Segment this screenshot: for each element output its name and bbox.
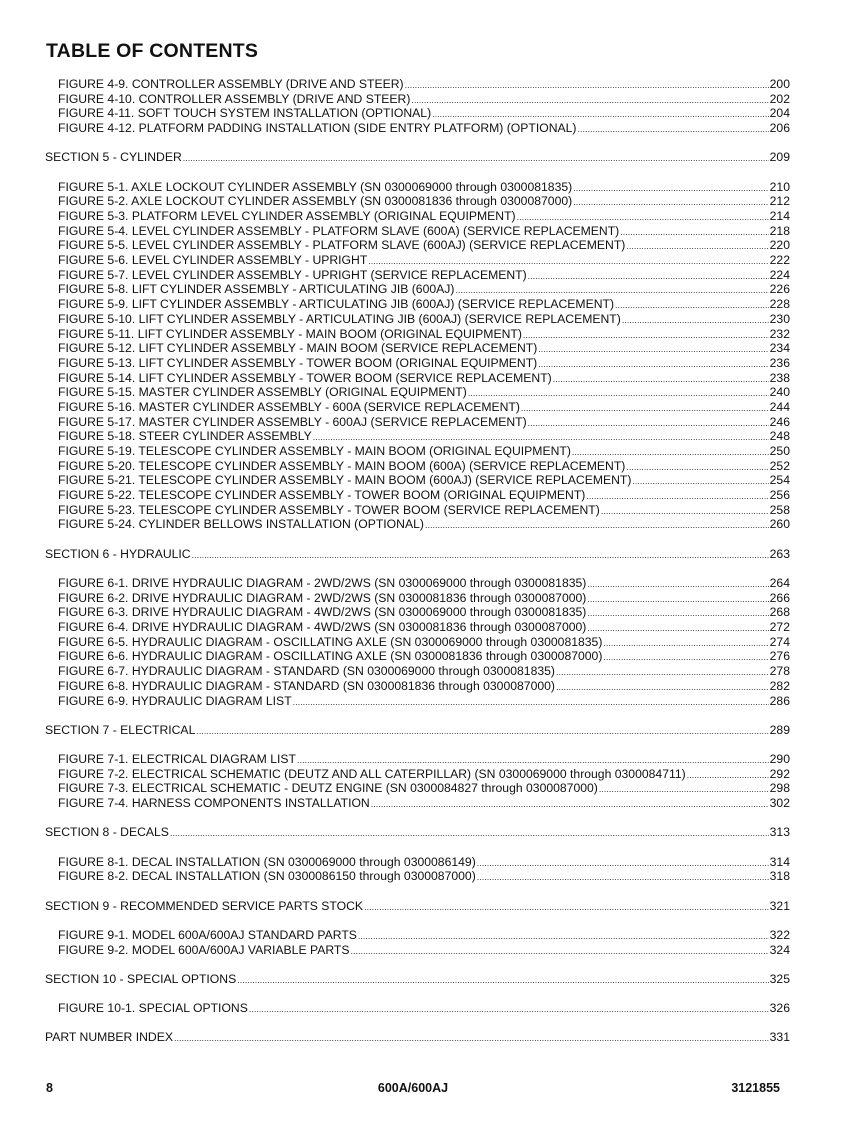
toc-spacer (45, 987, 790, 1002)
toc-figure-entry[interactable] (45, 106, 790, 121)
toc-spacer (45, 913, 790, 928)
toc-entry-page: 256 (769, 488, 790, 503)
toc-figure-entry[interactable] (45, 752, 790, 767)
toc-figure-entry[interactable] (45, 297, 790, 312)
toc-entry-page: 254 (769, 473, 790, 488)
toc-figure-entry[interactable] (45, 121, 790, 136)
toc-spacer (45, 957, 790, 972)
toc-entry-label: FIGURE 6-3. DRIVE HYDRAULIC DIAGRAM - 4WD/2WS (SN 0300069000 through 0300081835) (58, 605, 587, 620)
toc-entry-label: SECTION 7 - ELECTRICAL (45, 722, 196, 737)
toc-spacer (45, 1016, 790, 1031)
toc-entry-page: 289 (769, 722, 790, 737)
toc-entry-label: FIGURE 5-18. STEER CYLINDER ASSEMBLY (58, 429, 312, 444)
toc-spacer (45, 708, 790, 723)
toc-figure-entry[interactable] (45, 767, 790, 782)
toc-figure-entry[interactable] (45, 488, 790, 503)
toc-entry-label: FIGURE 5-21. TELESCOPE CYLINDER ASSEMBLY - MAIN BOOM (600AJ) (SERVICE REPLACEMENT) (58, 473, 632, 488)
toc-figure-entry[interactable] (45, 605, 790, 620)
toc-figure-entry[interactable] (45, 400, 790, 415)
toc-entry-label: FIGURE 6-7. HYDRAULIC DIAGRAM - STANDARD (SN 0300069000 through 0300081835) (58, 664, 555, 679)
toc-entry-page: 204 (769, 106, 790, 121)
toc-entry-label: FIGURE 5-2. AXLE LOCKOUT CYLINDER ASSEMBLY (SN 0300081836 through 0300087000) (58, 194, 573, 209)
toc-entry-label: FIGURE 10-1. SPECIAL OPTIONS (58, 1001, 248, 1016)
toc-entry-label: FIGURE 5-5. LEVEL CYLINDER ASSEMBLY - PLATFORM SLAVE (600AJ) (SERVICE REPLACEMENT) (58, 238, 626, 253)
toc-figure-entry[interactable] (45, 238, 790, 253)
toc-entry-label: FIGURE 7-4. HARNESS COMPONENTS INSTALLATION (58, 796, 370, 811)
toc-dot-leader (556, 679, 769, 695)
toc-section-entry[interactable] (45, 723, 790, 738)
toc-dot-leader (192, 547, 769, 563)
toc-entry-page: 212 (769, 194, 790, 209)
toc-entry-label: FIGURE 5-16. MASTER CYLINDER ASSEMBLY - 600A (SERVICE REPLACEMENT) (58, 399, 520, 414)
toc-entry-label: FIGURE 5-24. CYLINDER BELLOWS INSTALLATION (OPTIONAL) (58, 517, 424, 532)
toc-dot-leader (573, 180, 768, 196)
toc-entry-label: FIGURE 5-12. LIFT CYLINDER ASSEMBLY - MAIN BOOM (SERVICE REPLACEMENT) (58, 341, 538, 356)
toc-figure-entry[interactable] (45, 591, 790, 606)
toc-figure-entry[interactable] (45, 356, 790, 371)
toc-figure-entry[interactable] (45, 781, 790, 796)
toc-entry-page: 202 (769, 91, 790, 106)
toc-entry-page: 321 (769, 898, 790, 913)
toc-figure-entry[interactable] (45, 415, 790, 430)
toc-figure-entry[interactable] (45, 869, 790, 884)
toc-entry-label: FIGURE 6-9. HYDRAULIC DIAGRAM LIST (58, 693, 292, 708)
toc-entry-label: FIGURE 5-9. LIFT CYLINDER ASSEMBLY - ARTICULATING JIB (600AJ) (SERVICE REPLACEMENT) (58, 297, 615, 312)
toc-entry-label: FIGURE 7-2. ELECTRICAL SCHEMATIC (DEUTZ AND ALL CATERPILLAR) (SN 0300069000 through 0300084711) (58, 766, 686, 781)
toc-entry-label: FIGURE 5-13. LIFT CYLINDER ASSEMBLY - TOWER BOOM (ORIGINAL EQUIPMENT) (58, 355, 538, 370)
toc-entry-label: FIGURE 8-2. DECAL INSTALLATION (SN 0300086150 through 0300087000) (58, 869, 476, 884)
toc-entry-page: 286 (769, 693, 790, 708)
toc-entry-page: 318 (769, 869, 790, 884)
page-title: TABLE OF CONTENTS (46, 40, 259, 62)
toc-entry-label: FIGURE 5-19. TELESCOPE CYLINDER ASSEMBLY - MAIN BOOM (ORIGINAL EQUIPMENT) (58, 444, 571, 458)
toc-entry-label: FIGURE 5-7. LEVEL CYLINDER ASSEMBLY - UPRIGHT (SERVICE REPLACEMENT) (58, 267, 527, 282)
toc-figure-entry[interactable] (45, 209, 790, 224)
toc-dot-leader (603, 649, 768, 665)
toc-entry-page: 313 (769, 825, 790, 840)
toc-dot-leader (358, 928, 769, 944)
toc-entry-page: 326 (769, 1001, 790, 1016)
toc-entry-page: 298 (769, 781, 790, 796)
toc-entry-page: 222 (769, 253, 790, 268)
toc-dot-leader (364, 899, 769, 915)
toc-entry-page: 260 (769, 517, 790, 532)
toc-entry-page: 200 (769, 77, 790, 91)
footer-model: 600A/600AJ (377, 1081, 449, 1095)
toc-entry-page: 210 (769, 179, 790, 194)
toc-entry-label: PART NUMBER INDEX (45, 1030, 173, 1045)
toc-entry-page: 266 (769, 590, 790, 605)
toc-dot-leader (687, 767, 769, 783)
page-footer (46, 1081, 780, 1097)
toc-entry-label: FIGURE 6-8. HYDRAULIC DIAGRAM - STANDARD (SN 0300081836 through 0300087000) (58, 678, 555, 693)
toc-section-entry[interactable] (45, 547, 790, 562)
toc-section-entry[interactable] (45, 1030, 790, 1045)
toc-entry-label: FIGURE 6-1. DRIVE HYDRAULIC DIAGRAM - 2WD/2WS (SN 0300069000 through 0300081835) (58, 576, 587, 590)
toc-entry-label: FIGURE 5-22. TELESCOPE CYLINDER ASSEMBLY - TOWER BOOM (ORIGINAL EQUIPMENT) (58, 488, 586, 503)
toc-entry-label: FIGURE 4-12. PLATFORM PADDING INSTALLATION (SIDE ENTRY PLATFORM) (OPTIONAL) (58, 121, 577, 136)
toc-section-entry[interactable] (45, 150, 790, 165)
toc-entry-page: 234 (769, 341, 790, 356)
toc-dot-leader (477, 855, 769, 871)
toc-dot-leader (425, 517, 769, 533)
toc-dot-leader (620, 224, 768, 240)
toc-entry-label: SECTION 5 - CYLINDER (45, 150, 182, 165)
toc-spacer (45, 737, 790, 752)
toc-entry-label: FIGURE 5-23. TELESCOPE CYLINDER ASSEMBLY - TOWER BOOM (SERVICE REPLACEMENT) (58, 502, 600, 517)
toc-entry-page: 314 (769, 854, 790, 869)
toc-dot-leader (528, 268, 769, 284)
toc-entry-label: FIGURE 5-6. LEVEL CYLINDER ASSEMBLY - UPRIGHT (58, 253, 368, 268)
toc-dot-leader (170, 825, 769, 841)
toc-entry-page: 230 (769, 311, 790, 326)
toc-spacer (45, 811, 790, 826)
toc-entry-label: FIGURE 5-3. PLATFORM LEVEL CYLINDER ASSEMBLY (ORIGINAL EQUIPMENT) (58, 209, 516, 223)
toc-entry-page: 214 (769, 209, 790, 223)
toc-section-entry[interactable] (45, 899, 790, 914)
toc-entry-label: FIGURE 4-11. SOFT TOUCH SYSTEM INSTALLATION (OPTIONAL) (58, 106, 432, 121)
toc-dot-leader (538, 356, 768, 372)
toc-entry-page: 228 (769, 297, 790, 312)
toc-dot-leader (587, 605, 768, 621)
toc-figure-entry[interactable] (45, 679, 790, 694)
toc-entry-label: SECTION 6 - HYDRAULIC (45, 546, 191, 561)
toc-entry-label: FIGURE 5-20. TELESCOPE CYLINDER ASSEMBLY - MAIN BOOM (600A) (SERVICE REPLACEMENT) (58, 458, 626, 473)
toc-spacer (45, 532, 790, 547)
toc-figure-entry[interactable] (45, 649, 790, 664)
toc-figure-entry[interactable] (45, 620, 790, 635)
toc-spacer (45, 884, 790, 899)
toc-figure-entry[interactable] (45, 341, 790, 356)
toc-dot-leader (573, 194, 768, 210)
toc-entry-page: 263 (769, 546, 790, 561)
toc-figure-entry[interactable] (45, 503, 790, 518)
toc-dot-leader (477, 869, 769, 885)
toc-dot-leader (249, 1001, 769, 1017)
toc-dot-leader (632, 473, 768, 489)
toc-figure-entry[interactable] (45, 268, 790, 283)
toc-entry-page: 331 (769, 1030, 790, 1045)
toc-figure-entry[interactable] (45, 371, 790, 386)
toc-dot-leader (523, 327, 769, 343)
toc-dot-leader (174, 1030, 769, 1046)
toc-entry-label: SECTION 8 - DECALS (45, 825, 169, 840)
toc-spacer (45, 165, 790, 180)
toc-dot-leader (626, 459, 768, 475)
toc-figure-entry[interactable] (45, 224, 790, 239)
toc-entry-label: FIGURE 4-9. CONTROLLER ASSEMBLY (DRIVE AND STEER) (58, 77, 404, 91)
toc-spacer (45, 561, 790, 576)
toc-entry-page: 276 (769, 649, 790, 664)
table-of-contents (45, 77, 790, 1045)
toc-dot-leader (587, 576, 768, 592)
toc-dot-leader (587, 591, 768, 607)
toc-entry-label: FIGURE 5-15. MASTER CYLINDER ASSEMBLY (ORIGINAL EQUIPMENT) (58, 385, 467, 400)
toc-entry-label: FIGURE 5-4. LEVEL CYLINDER ASSEMBLY - PLATFORM SLAVE (600A) (SERVICE REPLACEMENT) (58, 223, 620, 238)
toc-figure-entry[interactable] (45, 796, 790, 811)
toc-entry-page: 264 (769, 576, 790, 590)
toc-dot-leader (622, 312, 769, 328)
toc-dot-leader (538, 341, 768, 357)
toc-entry-label: FIGURE 6-2. DRIVE HYDRAULIC DIAGRAM - 2WD/2WS (SN 0300081836 through 0300087000) (58, 590, 587, 605)
toc-figure-entry[interactable] (45, 694, 790, 709)
toc-entry-label: FIGURE 6-5. HYDRAULIC DIAGRAM - OSCILLATING AXLE (SN 0300069000 through 0300081835) (58, 634, 603, 649)
toc-figure-entry[interactable] (45, 459, 790, 474)
toc-figure-entry[interactable] (45, 855, 790, 870)
toc-dot-leader (556, 664, 769, 680)
toc-entry-label: FIGURE 7-3. ELECTRICAL SCHEMATIC - DEUTZ ENGINE (SN 0300084827 through 0300087000) (58, 781, 598, 796)
toc-entry-page: 240 (769, 385, 790, 400)
toc-entry-page: 206 (769, 121, 790, 136)
toc-dot-leader (586, 488, 768, 504)
toc-entry-label: FIGURE 7-1. ELECTRICAL DIAGRAM LIST (58, 752, 296, 767)
toc-dot-leader (297, 752, 769, 768)
toc-entry-page: 278 (769, 664, 790, 679)
toc-dot-leader (521, 400, 769, 416)
toc-figure-entry[interactable] (45, 429, 790, 444)
toc-entry-page: 302 (769, 796, 790, 811)
toc-dot-leader (603, 635, 768, 651)
toc-entry-label: FIGURE 4-10. CONTROLLER ASSEMBLY (DRIVE AND STEER) (58, 91, 411, 106)
toc-entry-page: 220 (769, 238, 790, 253)
toc-figure-entry[interactable] (45, 576, 790, 591)
toc-entry-page: 226 (769, 282, 790, 297)
toc-figure-entry[interactable] (45, 253, 790, 268)
toc-figure-entry[interactable] (45, 180, 790, 195)
toc-entry-label: FIGURE 5-1. AXLE LOCKOUT CYLINDER ASSEMBLY (SN 0300069000 through 0300081835) (58, 179, 573, 194)
toc-entry-page: 282 (769, 678, 790, 693)
toc-entry-label: FIGURE 6-6. HYDRAULIC DIAGRAM - OSCILLATING AXLE (SN 0300081836 through 0300087000) (58, 649, 603, 664)
toc-entry-page: 250 (769, 444, 790, 458)
toc-entry-label: FIGURE 5-17. MASTER CYLINDER ASSEMBLY - 600AJ (SERVICE REPLACEMENT) (58, 414, 527, 429)
toc-figure-entry[interactable] (45, 1001, 790, 1016)
toc-entry-page: 232 (769, 326, 790, 341)
toc-dot-leader (626, 238, 768, 254)
toc-dot-leader (313, 429, 769, 445)
footer-doc-number: 3121855 (731, 1081, 780, 1095)
toc-entry-page: 218 (769, 223, 790, 238)
toc-dot-leader (237, 972, 768, 988)
toc-entry-page: 324 (769, 942, 790, 957)
toc-entry-label: SECTION 10 - SPECIAL OPTIONS (45, 971, 237, 986)
toc-dot-leader (455, 282, 768, 298)
toc-figure-entry[interactable] (45, 517, 790, 532)
footer-page-number: 8 (46, 1081, 53, 1095)
toc-figure-entry[interactable] (45, 444, 790, 459)
toc-entry-label: SECTION 9 - RECOMMENDED SERVICE PARTS STOCK (45, 898, 364, 913)
toc-dot-leader (572, 444, 769, 460)
toc-dot-leader (553, 371, 769, 387)
toc-dot-leader (517, 209, 769, 225)
toc-entry-page: 244 (769, 399, 790, 414)
toc-figure-entry[interactable] (45, 635, 790, 650)
toc-entry-label: FIGURE 9-2. MODEL 600A/600AJ VARIABLE PARTS (58, 942, 350, 957)
toc-figure-entry[interactable] (45, 92, 790, 107)
toc-dot-leader (601, 503, 769, 519)
toc-entry-page: 322 (769, 927, 790, 942)
toc-entry-label: FIGURE 5-11. LIFT CYLINDER ASSEMBLY - MAIN BOOM (ORIGINAL EQUIPMENT) (58, 326, 522, 341)
toc-entry-page: 252 (769, 458, 790, 473)
toc-dot-leader (411, 92, 768, 108)
toc-section-entry[interactable] (45, 825, 790, 840)
toc-entry-page: 325 (769, 971, 790, 986)
toc-entry-page: 290 (769, 752, 790, 767)
toc-entry-label: FIGURE 5-14. LIFT CYLINDER ASSEMBLY - TOWER BOOM (SERVICE REPLACEMENT) (58, 370, 552, 385)
toc-entry-page: 236 (769, 355, 790, 370)
toc-dot-leader (615, 297, 769, 313)
toc-entry-label: FIGURE 6-4. DRIVE HYDRAULIC DIAGRAM - 4WD/2WS (SN 0300081836 through 0300087000) (58, 620, 587, 635)
toc-figure-entry[interactable] (45, 928, 790, 943)
toc-entry-label: FIGURE 9-1. MODEL 600A/600AJ STANDARD PARTS (58, 927, 357, 942)
toc-figure-entry[interactable] (45, 385, 790, 400)
toc-figure-entry[interactable] (45, 312, 790, 327)
toc-dot-leader (350, 943, 768, 959)
toc-entry-label: FIGURE 5-10. LIFT CYLINDER ASSEMBLY - ARTICULATING JIB (600AJ) (SERVICE REPLACEMENT) (58, 311, 621, 326)
toc-dot-leader (468, 385, 769, 401)
toc-dot-leader (183, 150, 769, 166)
toc-figure-entry[interactable] (45, 327, 790, 342)
toc-entry-page: 258 (769, 502, 790, 517)
toc-dot-leader (432, 106, 769, 122)
toc-entry-label: FIGURE 5-8. LIFT CYLINDER ASSEMBLY - ARTICULATING JIB (600AJ) (58, 282, 455, 297)
toc-spacer (45, 136, 790, 151)
toc-entry-page: 209 (769, 150, 790, 165)
toc-entry-page: 224 (769, 267, 790, 282)
toc-section-entry[interactable] (45, 972, 790, 987)
toc-entry-page: 238 (769, 370, 790, 385)
toc-dot-leader (371, 796, 769, 812)
toc-dot-leader (368, 253, 768, 269)
toc-entry-page: 292 (769, 766, 790, 781)
toc-spacer (45, 840, 790, 855)
toc-entry-label: FIGURE 8-1. DECAL INSTALLATION (SN 0300069000 through 0300086149) (58, 854, 476, 869)
toc-dot-leader (587, 620, 768, 636)
toc-entry-page: 268 (769, 605, 790, 620)
toc-dot-leader (293, 694, 769, 710)
toc-entry-page: 248 (769, 429, 790, 444)
toc-entry-page: 246 (769, 414, 790, 429)
toc-figure-entry[interactable] (45, 473, 790, 488)
toc-figure-entry[interactable] (45, 282, 790, 297)
toc-dot-leader (578, 121, 769, 137)
toc-dot-leader (405, 77, 769, 93)
toc-figure-entry[interactable] (45, 77, 790, 92)
toc-dot-leader (528, 415, 769, 431)
toc-entry-page: 274 (769, 634, 790, 649)
toc-dot-leader (196, 723, 768, 739)
toc-dot-leader (599, 781, 769, 797)
toc-figure-entry[interactable] (45, 194, 790, 209)
toc-figure-entry[interactable] (45, 943, 790, 958)
toc-figure-entry[interactable] (45, 664, 790, 679)
toc-entry-page: 272 (769, 620, 790, 635)
